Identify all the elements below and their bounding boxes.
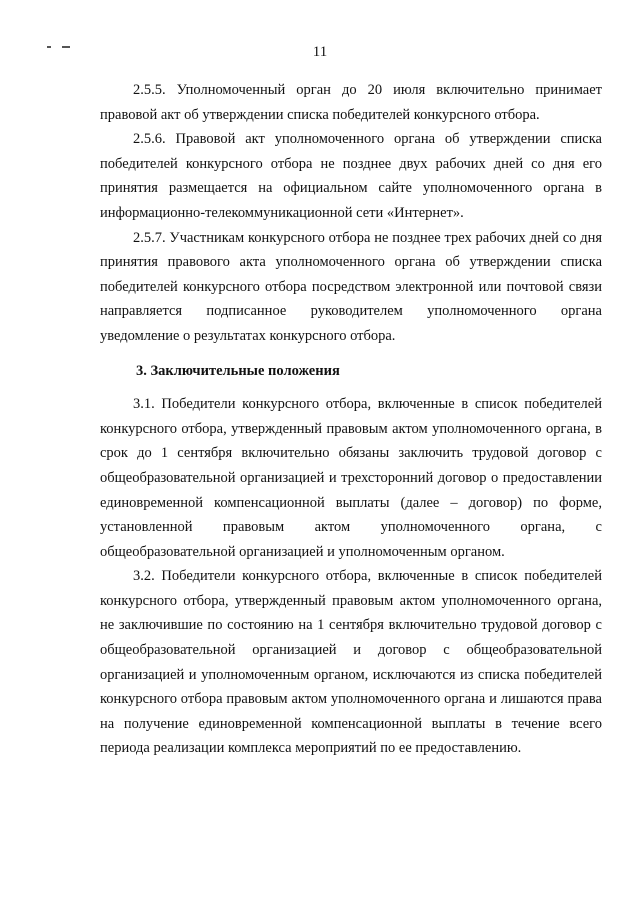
section-heading: 3. Заключительные положения — [136, 362, 340, 379]
page-number: 11 — [312, 44, 328, 60]
paragraph-2-5-6: 2.5.6. Правовой акт уполномоченного органа об утверждении списка победителей конкурсного отбора не позднее двух рабочих дней со дня его принятия размещается на официальном сайте уполномоченного органа в информационно-телекоммуникационной сети «Интернет». — [100, 131, 602, 221]
paragraph-3-1: 3.1. Победители конкурсного отбора, включенные в список победителей конкурсного отбора, утвержденный правовым актом уполномоченного органа, в срок до 1 сентября включительно обязаны заключить трудовой договор с общеобразовательной организацией и трехсторонний договор о предоставлении единовременной компенсационной выплаты (далее – договор) по форме, установленной правовым актом уполномоченного органа, с общеобразовательной организацией и уполномоченным органом. — [100, 396, 602, 560]
document-body — [100, 78, 602, 761]
paragraph-2-5-5: 2.5.5. Уполномоченный орган до 20 июля включительно принимает правовой акт об утверждении списка победителей конкурсного отбора. — [100, 82, 602, 123]
paragraph-2-5-7: 2.5.7. Участникам конкурсного отбора не позднее трех рабочих дней со дня принятия правового акта уполномоченного органа об утверждении списка победителей конкурсного отбора посредством электронной или почтовой связи направляется подписанное руководителем уполномоченного органа уведомление о результатах конкурсного отбора. — [100, 229, 602, 344]
paragraph-3-2: 3.2. Победители конкурсного отбора, включенные в список победителей конкурсного отбора, утвержденный правовым актом уполномоченного органа, не заключившие по состоянию на 1 сентября включительно трудовой договор с общеобразовательной организацией и договор с общеобразовательной организацией и уполномоченным органом, исключаются из списка победителей конкурсного отбора правовым актом уполномоченного органа и лишаются права на получение единовременной компенсационной выплаты в течение всего периода реализации комплекса мероприятий по ее предоставлению. — [100, 568, 602, 757]
